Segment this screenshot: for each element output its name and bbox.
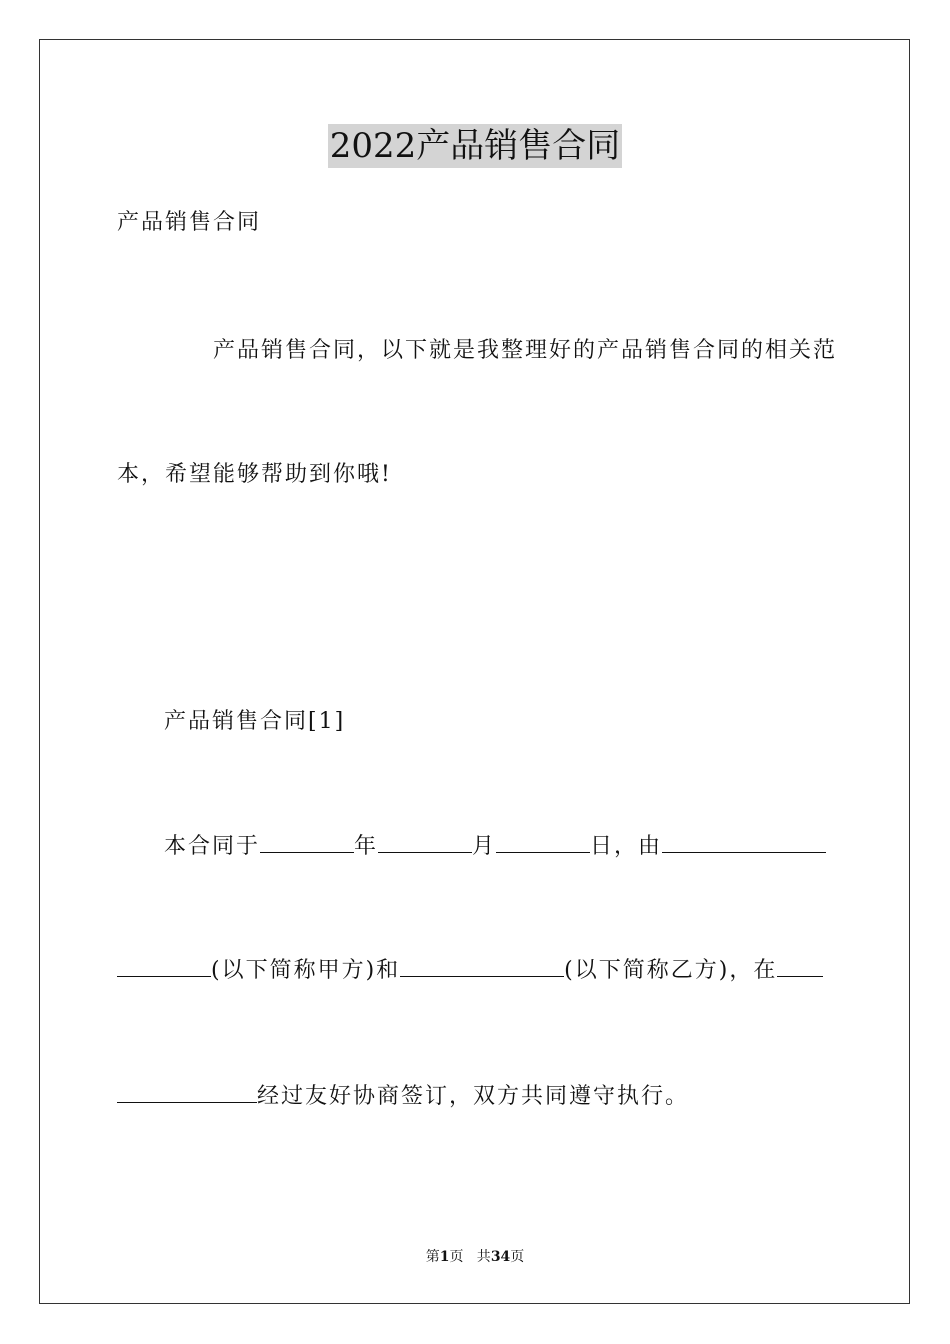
body-line-1 <box>164 832 826 862</box>
year-blank <box>260 834 354 853</box>
intro-line-1: 产品销售合同，以下就是我整理好的产品销售合同的相关范 <box>213 338 838 363</box>
month-blank <box>378 834 472 853</box>
party-a-blank-start <box>662 834 826 853</box>
party-a-blank-end <box>117 958 211 977</box>
day-blank <box>496 834 590 853</box>
party-a-label: (以下简称甲方)和 <box>211 958 401 983</box>
page-footer <box>0 1247 950 1267</box>
document-subtitle: 产品销售合同 <box>117 210 262 235</box>
intro-line-2: 本，希望能够帮助到你哦! <box>117 462 392 487</box>
agreement-text: 经过友好协商签订，双方共同遵守执行。 <box>257 1084 690 1109</box>
total-page-number: 34 <box>490 1249 511 1265</box>
document-title: 2022产品销售合同 <box>329 126 621 166</box>
party-b-blank <box>400 958 564 977</box>
footer-mid: 页 共 <box>449 1249 491 1265</box>
month-label: 月 <box>472 834 497 859</box>
footer-prefix: 第 <box>425 1249 440 1265</box>
footer-suffix: 页 <box>510 1249 525 1265</box>
party-b-label: (以下简称乙方)，在 <box>564 958 778 983</box>
body-line-2 <box>117 956 823 986</box>
current-page-number: 1 <box>439 1249 450 1265</box>
body-line-3 <box>117 1082 689 1112</box>
place-blank-end <box>117 1084 257 1103</box>
year-label: 年 <box>354 834 379 859</box>
section-heading: 产品销售合同[1] <box>164 709 346 734</box>
place-blank-start <box>777 958 823 977</box>
contract-date-label: 本合同于 <box>164 834 261 859</box>
title-container <box>0 124 950 168</box>
day-label: 日，由 <box>590 834 663 859</box>
